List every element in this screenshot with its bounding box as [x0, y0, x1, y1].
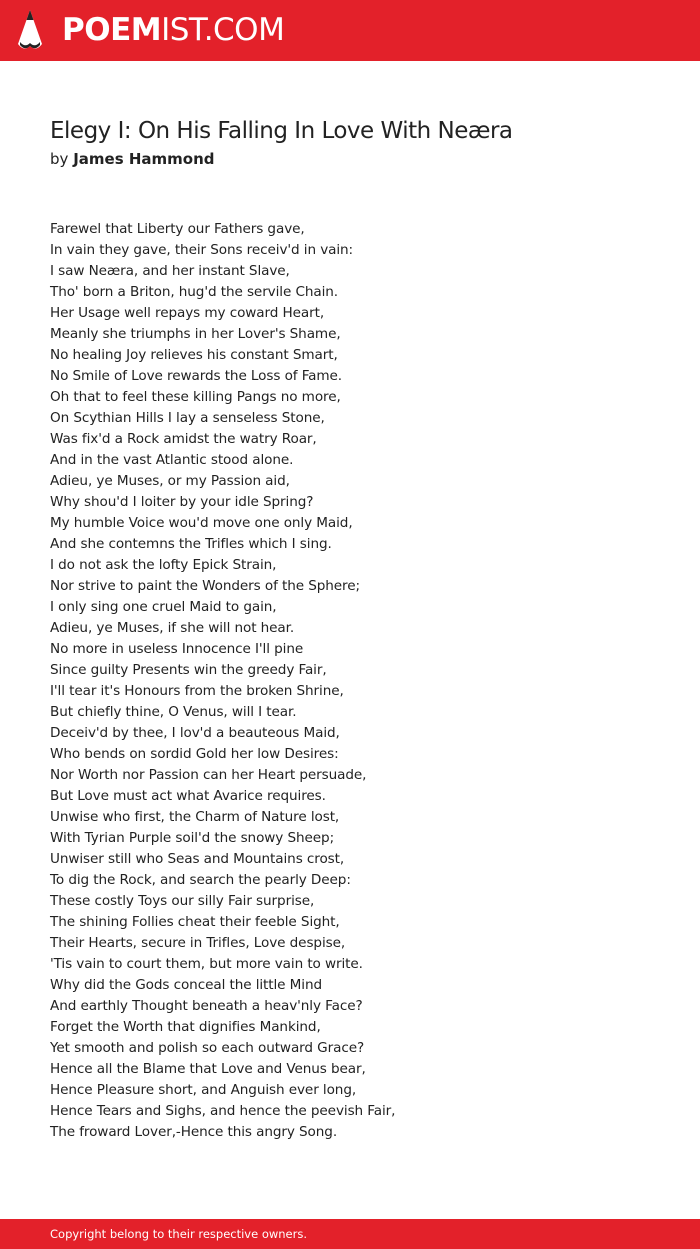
- poem-line: Nor strive to paint the Wonders of the Sphere;: [50, 578, 360, 594]
- poem-line: No more in useless Innocence I'll pine: [50, 641, 304, 657]
- poem-line: With Tyrian Purple soil'd the snowy Sheep;: [50, 830, 335, 846]
- poem-line: Unwise who first, the Charm of Nature lost,: [50, 809, 340, 825]
- poem-line: The froward Lover,-Hence this angry Song.: [50, 1124, 338, 1140]
- footer-bar: [0, 1219, 700, 1249]
- byline: [50, 149, 215, 169]
- poem-line: And earthly Thought beneath a heav'nly Face?: [50, 998, 363, 1014]
- poem-line: On Scythian Hills I lay a senseless Stone,: [50, 410, 325, 426]
- logo-text-light: IST.COM: [161, 12, 285, 48]
- poem-line: And she contemns the Trifles which I sing.: [50, 536, 332, 552]
- copyright-text: Copyright belong to their respective owners.: [50, 1227, 308, 1241]
- poem-body: [50, 219, 395, 1143]
- poem-line: In vain they gave, their Sons receiv'd in vain:: [50, 242, 354, 258]
- poem-title: Elegy I: On His Falling In Love With Neæra: [50, 118, 513, 144]
- poem-line: Farewel that Liberty our Fathers gave,: [50, 221, 305, 237]
- poem-line: Hence all the Blame that Love and Venus bear,: [50, 1061, 366, 1077]
- poem-line: Was fix'd a Rock amidst the watry Roar,: [50, 431, 317, 447]
- poem-line: Why shou'd I loiter by your idle Spring?: [50, 494, 314, 510]
- poem-line: Adieu, ye Muses, or my Passion aid,: [50, 473, 290, 489]
- poem-line: 'Tis vain to court them, but more vain to write.: [50, 956, 363, 972]
- poem-line: To dig the Rock, and search the pearly Deep:: [50, 872, 351, 888]
- poem-line: Nor Worth nor Passion can her Heart persuade,: [50, 767, 367, 783]
- poem-line: And in the vast Atlantic stood alone.: [50, 452, 294, 468]
- poem-line: Meanly she triumphs in her Lover's Shame,: [50, 326, 341, 342]
- poem-line: Their Hearts, secure in Trifles, Love despise,: [50, 935, 346, 951]
- poem-line: No Smile of Love rewards the Loss of Fame.: [50, 368, 343, 384]
- poem-line: Since guilty Presents win the greedy Fair,: [50, 662, 327, 678]
- poem-line: These costly Toys our silly Fair surprise,: [50, 893, 315, 909]
- poem-line: I saw Neæra, and her instant Slave,: [50, 263, 290, 279]
- poem-line: Adieu, ye Muses, if she will not hear.: [50, 620, 295, 636]
- logo-text-bold: POEM: [62, 12, 162, 48]
- by-label: by: [50, 150, 69, 168]
- poem-line: Yet smooth and polish so each outward Grace?: [50, 1040, 365, 1056]
- poem-line: No healing Joy relieves his constant Smart,: [50, 347, 338, 363]
- poem-line: Hence Pleasure short, and Anguish ever long,: [50, 1082, 357, 1098]
- poem-line: I do not ask the lofty Epick Strain,: [50, 557, 277, 573]
- poem-line: I only sing one cruel Maid to gain,: [50, 599, 277, 615]
- poem-line: But chiefly thine, O Venus, will I tear.: [50, 704, 297, 720]
- poem-line: Why did the Gods conceal the little Mind: [50, 977, 323, 993]
- poem-line: I'll tear it's Honours from the broken Shrine,: [50, 683, 344, 699]
- poem-line: Unwiser still who Seas and Mountains crost,: [50, 851, 345, 867]
- poem-line: But Love must act what Avarice requires.: [50, 788, 326, 804]
- site-logo[interactable]: [62, 12, 284, 48]
- poem-line: Oh that to feel these killing Pangs no more,: [50, 389, 341, 405]
- header-bar: [0, 0, 700, 61]
- pencil-tip-icon: [16, 8, 44, 52]
- poem-line: Hence Tears and Sighs, and hence the peevish Fair,: [50, 1103, 396, 1119]
- poem-line: The shining Follies cheat their feeble Sight,: [50, 914, 340, 930]
- poem-line: Who bends on sordid Gold her low Desires:: [50, 746, 339, 762]
- poem-line: Deceiv'd by thee, I lov'd a beauteous Maid,: [50, 725, 340, 741]
- author-name: James Hammond: [73, 150, 215, 168]
- poem-line: Tho' born a Briton, hug'd the servile Chain.: [50, 284, 339, 300]
- poem-line: Forget the Worth that dignifies Mankind,: [50, 1019, 321, 1035]
- poem-line: My humble Voice wou'd move one only Maid,: [50, 515, 353, 531]
- poem-line: Her Usage well repays my coward Heart,: [50, 305, 325, 321]
